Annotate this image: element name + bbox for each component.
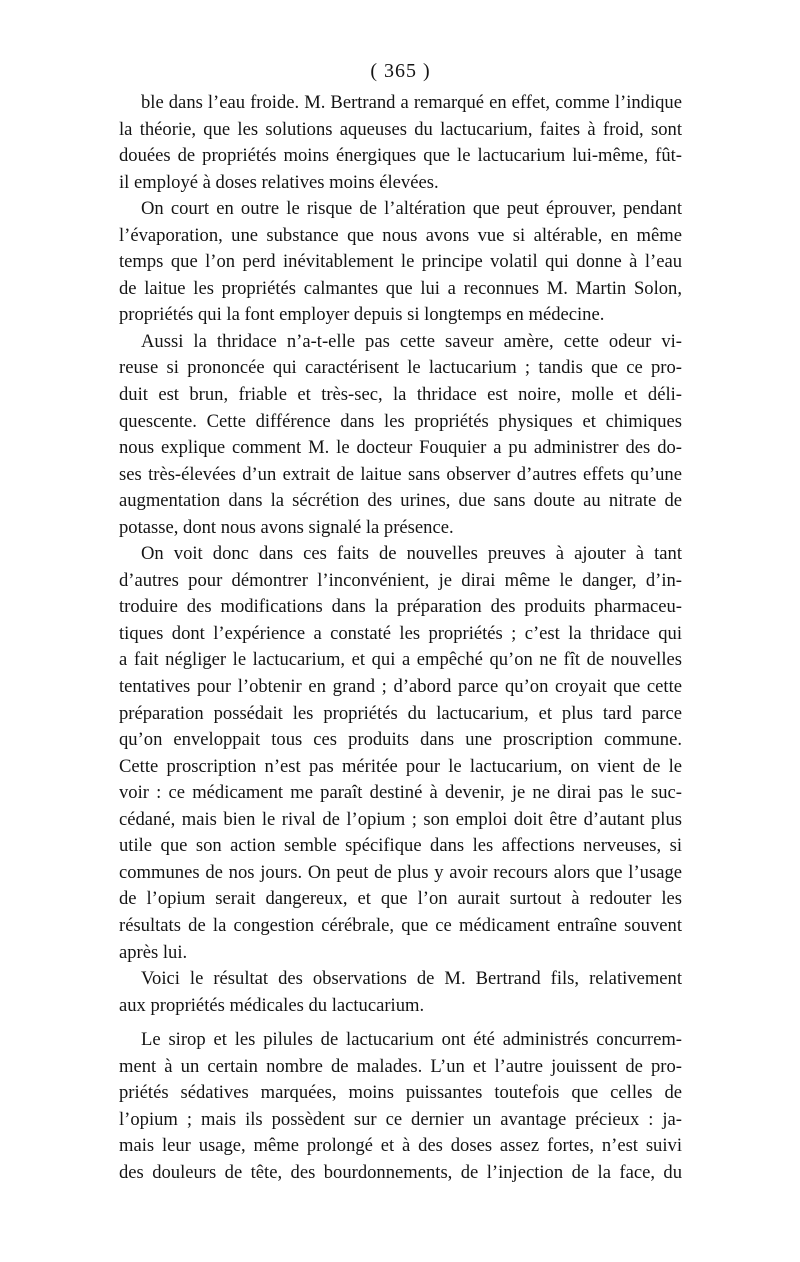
paragraph-spacer bbox=[119, 1019, 682, 1027]
text-line: ble dans l’eau froide. M. Bertrand a remarqué en effet, comme l’indique bbox=[141, 92, 682, 113]
text-line: ses très-élevées d’un extrait de laitue sans observer d’autres effets qu’une bbox=[119, 463, 682, 485]
text-line: On voit donc dans ces faits de nouvelles preuves à ajouter à tant bbox=[141, 543, 682, 565]
text-line: préparation possédait les propriétés du lactucarium, et plus tard parce bbox=[119, 702, 682, 724]
text-line: Voici le résultat des observations de M. Bertrand fils, relativement bbox=[141, 968, 682, 990]
paragraph bbox=[119, 90, 682, 196]
text-line: la théorie, que les solutions aqueuses du lactucarium, faites à froid, sont bbox=[119, 118, 682, 140]
text-line: communes de nos jours. On peut de plus y avoir recours alors que l’usage bbox=[119, 861, 682, 883]
text-line: cédané, mais bien le rival de l’opium ; son emploi doit être d’autant plus bbox=[119, 808, 682, 830]
text-line: priétés sédatives marquées, moins puissantes toutefois que celles de bbox=[119, 1082, 682, 1104]
text-line: de laitue les propriétés calmantes que lui a reconnues M. Martin Solon, bbox=[119, 277, 682, 299]
paragraph bbox=[119, 196, 682, 329]
text-line: après lui. bbox=[119, 941, 188, 963]
text-line: qu’on enveloppait tous ces produits dans une proscription commune. bbox=[119, 729, 682, 751]
text-line: l’évaporation, une substance que nous avons vue si altérable, en même bbox=[119, 224, 682, 246]
paragraph bbox=[119, 1027, 682, 1186]
text-line: Le sirop et les pilules de lactucarium ont été administrés concurrem- bbox=[141, 1029, 682, 1051]
text-line: résultats de la congestion cérébrale, que ce médicament entraîne souvent bbox=[119, 914, 682, 936]
text-line: reuse si prononcée qui caractérisent le lactucarium ; tandis que ce pro- bbox=[119, 357, 682, 379]
text-line: augmentation dans la sécrétion des urines, due sans doute au nitrate de bbox=[119, 490, 682, 512]
text-line: l’opium ; mais ils possèdent sur ce dernier un avantage précieux : ja- bbox=[119, 1108, 682, 1130]
paragraph bbox=[119, 541, 682, 966]
text-line: il employé à doses relatives moins élevées. bbox=[119, 171, 439, 193]
text-line: troduire des modifications dans la préparation des produits pharmaceu- bbox=[119, 596, 682, 618]
text-line: des douleurs de tête, des bourdonnements, de l’injection de la face, du bbox=[119, 1161, 682, 1183]
text-line: duit est brun, friable et très-sec, la thridace est noire, molle et déli- bbox=[119, 384, 682, 406]
text-line: douées de propriétés moins énergiques que le lactucarium lui-même, fût- bbox=[119, 145, 682, 167]
page-number: ( 365 ) bbox=[370, 60, 431, 82]
text-line: mais leur usage, même prolongé et à des doses assez fortes, n’est suivi bbox=[119, 1135, 682, 1157]
text-line: quescente. Cette différence dans les propriétés physiques et chimiques bbox=[119, 410, 682, 432]
text-line: Cette proscription n’est pas méritée pour le lactucarium, on vient de le bbox=[119, 755, 682, 777]
text-line: nous explique comment M. le docteur Fouquier a pu administrer des do- bbox=[119, 437, 682, 459]
body-text bbox=[119, 90, 682, 1186]
text-line: utile que son action semble spécifique dans les affections nerveuses, si bbox=[119, 835, 682, 857]
text-line: aux propriétés médicales du lactucarium. bbox=[119, 994, 425, 1016]
text-line: d’autres pour démontrer l’inconvénient, je dirai même le danger, d’in- bbox=[119, 569, 682, 591]
text-line: propriétés qui la font employer depuis si longtemps en médecine. bbox=[119, 304, 605, 326]
text-line: potasse, dont nous avons signalé la présence. bbox=[119, 516, 454, 538]
text-line: de l’opium serait dangereux, et que l’on aurait surtout à redouter les bbox=[119, 888, 682, 910]
paragraph bbox=[119, 329, 682, 541]
paragraph bbox=[119, 966, 682, 1019]
text-line: tiques dont l’expérience a constaté les propriétés ; c’est la thridace qui bbox=[119, 622, 682, 644]
text-line: temps que l’on perd inévitablement le principe volatil qui donne à l’eau bbox=[119, 251, 682, 273]
text-line: Aussi la thridace n’a-t-elle pas cette saveur amère, cette odeur vi- bbox=[141, 330, 682, 352]
text-line: tentatives pour l’obtenir en grand ; d’abord parce qu’on croyait que cette bbox=[119, 676, 682, 698]
text-line: a fait négliger le lactucarium, et qui a empêché qu’on ne fît de nouvelles bbox=[119, 649, 682, 671]
book-page bbox=[119, 56, 682, 1186]
text-line: voir : ce médicament me paraît destiné à devenir, je ne dirai pas le suc- bbox=[119, 782, 682, 804]
text-line: On court en outre le risque de l’altération que peut éprouver, pendant bbox=[141, 198, 682, 220]
text-line: ment à un certain nombre de malades. L’un et l’autre jouissent de pro- bbox=[119, 1055, 682, 1077]
